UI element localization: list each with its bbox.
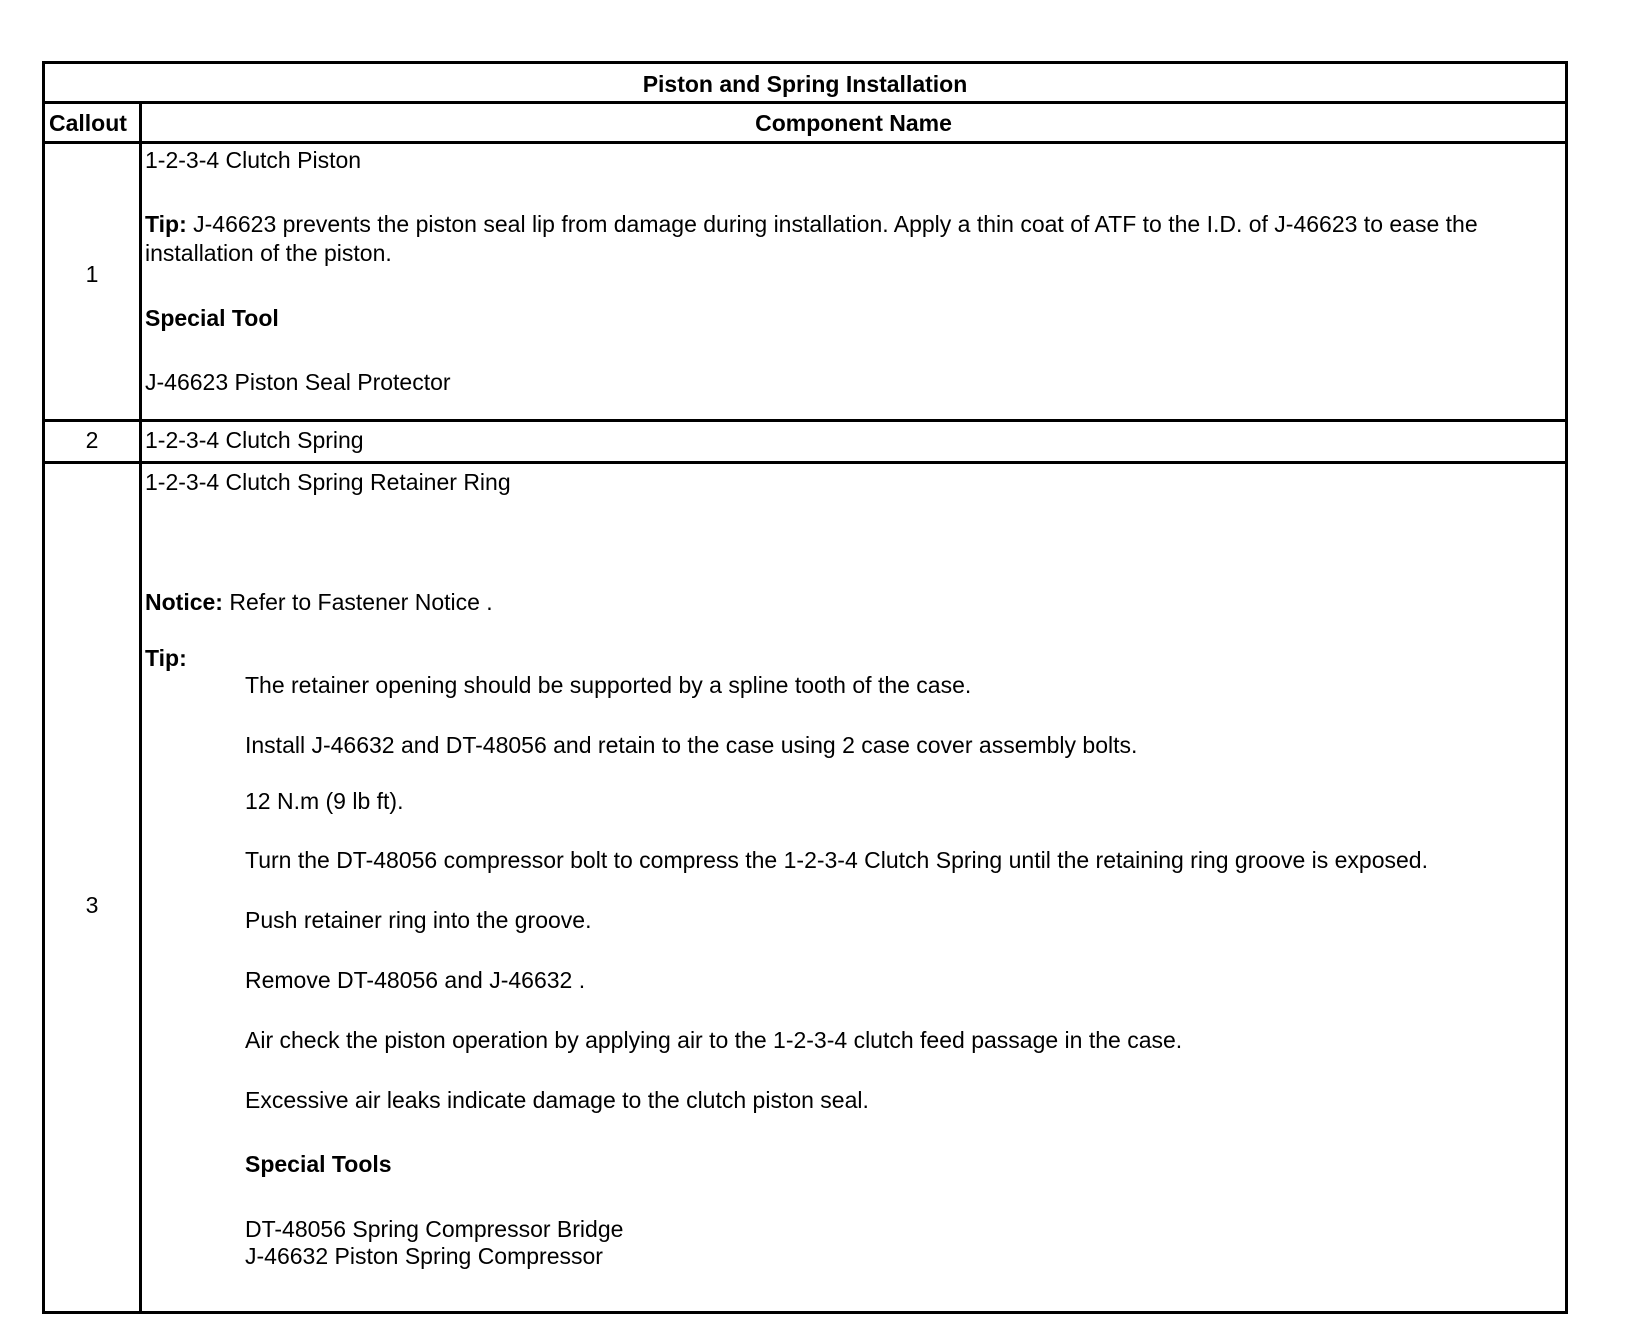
tip-label: Tip: [145, 645, 187, 671]
tip-step: Remove DT-48056 and J-46632 . [245, 967, 586, 993]
column-divider [139, 104, 142, 1311]
tip-text: J-46623 prevents the piston seal lip from damage during installation. Apply a thin coat of ATF to the I.D. of J-46623 to ease the installation of the piston. [145, 211, 1478, 266]
table-row [45, 144, 1565, 422]
special-tool-item: DT-48056 Spring Compressor Bridge [245, 1216, 624, 1242]
callout-number: 1 [85, 261, 99, 287]
tip-step: 12 N.m (9 lb ft). [245, 788, 404, 814]
notice-paragraph [145, 588, 493, 617]
component-name: 1-2-3-4 Clutch Piston [145, 147, 362, 173]
header-component-name: Component Name [755, 110, 952, 136]
tip-step: Push retainer ring into the groove. [245, 907, 592, 933]
component-name: 1-2-3-4 Clutch Spring [145, 427, 364, 453]
component-name: 1-2-3-4 Clutch Spring Retainer Ring [145, 469, 511, 495]
header-row [45, 104, 1565, 144]
header-callout: Callout [49, 110, 127, 136]
special-tool-item: J-46632 Piston Spring Compressor [245, 1243, 603, 1269]
piston-spring-table [42, 61, 1568, 1314]
table-title: Piston and Spring Installation [45, 64, 1565, 104]
notice-label: Notice: [145, 589, 223, 615]
tip-step: Excessive air leaks indicate damage to the clutch piston seal. [245, 1087, 869, 1113]
tip-step: The retainer opening should be supported by a spline tooth of the case. [245, 672, 972, 698]
special-tool-item: J-46623 Piston Seal Protector [145, 369, 451, 395]
notice-text: Refer to Fastener Notice . [229, 589, 493, 615]
callout-number: 2 [85, 427, 99, 453]
callout-number: 3 [85, 892, 99, 918]
tip-step: Air check the piston operation by applying air to the 1-2-3-4 clutch feed passage in the case. [245, 1027, 1183, 1053]
table-row [45, 464, 1565, 1311]
table-row [45, 422, 1565, 464]
special-tool-label: Special Tool [145, 305, 279, 331]
tip-step: Turn the DT-48056 compressor bolt to compress the 1-2-3-4 Clutch Spring until the retaining ring groove is exposed. [245, 847, 1428, 873]
tip-paragraph [145, 210, 1555, 268]
tip-step: Install J-46632 and DT-48056 and retain to the case using 2 case cover assembly bolts. [245, 732, 1138, 758]
tip-label: Tip: [145, 211, 187, 237]
special-tools-label: Special Tools [245, 1151, 392, 1177]
